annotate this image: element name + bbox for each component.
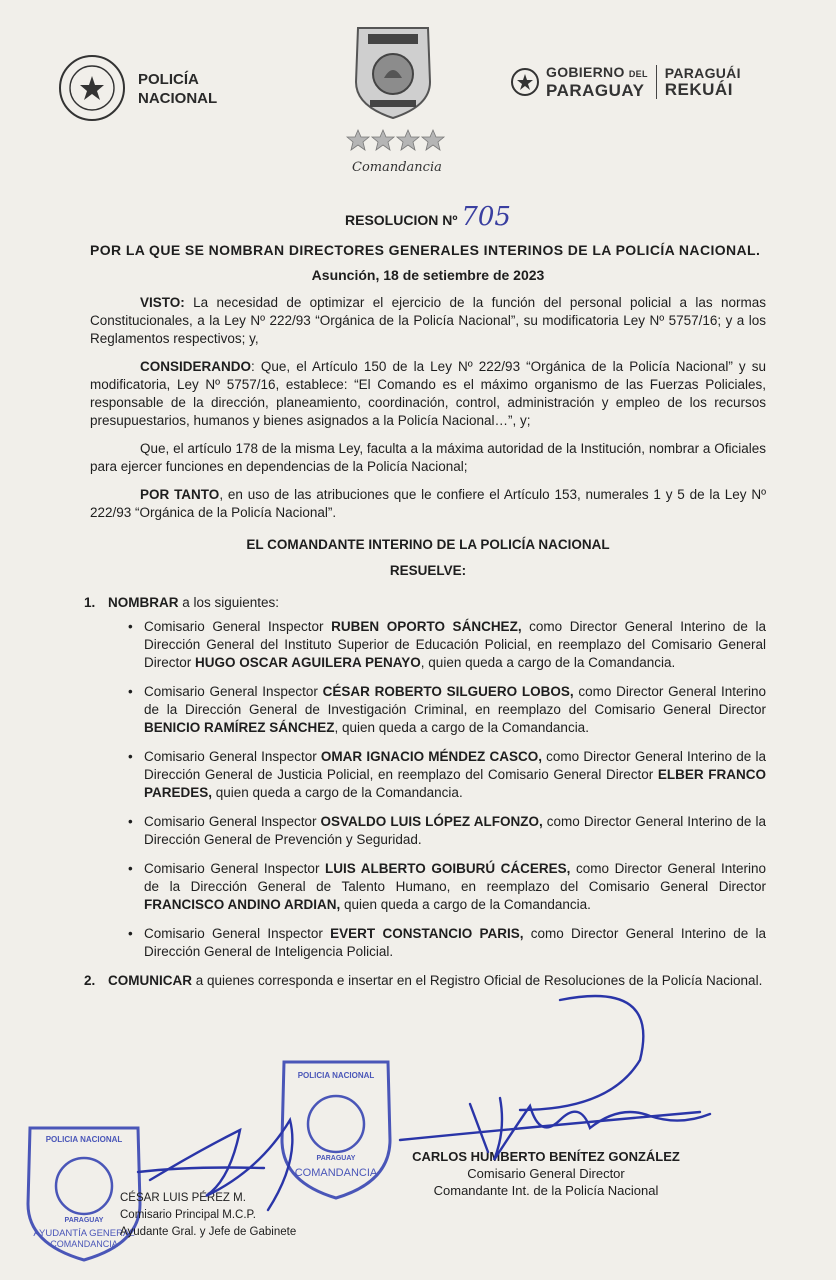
- aide-signature-block: [120, 1190, 306, 1241]
- stamp-text-bottom1: AYUDANTÍA GENERAL: [33, 1228, 135, 1239]
- signer-name: CÉSAR LUIS PÉREZ M.: [120, 1192, 246, 1204]
- appointment-mid: como Director General Interino de la Dirección General del Instituto Superior de Educación Policial, en reemplazo del Comisario General Director: [144, 619, 767, 670]
- org-name-line2: NACIONAL: [138, 90, 218, 107]
- appointment-mid: como Director General Interino de la Dirección General de Prevención y Seguridad.: [144, 814, 766, 847]
- gov-guarani-line1: PARAGUÁI: [664, 65, 741, 81]
- appointment-item: [144, 860, 766, 914]
- resolution-title: POR LA QUE SE NOMBRAN DIRECTORES GENERALES INTERINOS DE LA POLICÍA NACIONAL.: [90, 242, 761, 258]
- portanto-paragraph: [90, 486, 766, 522]
- visto-text: La necesidad de optimizar el ejercicio de la función del personal policial a las normas Constitucionales, a la Ley Nº 222/93 “Orgánica de la Policía Nacional”, su modificatoria Ley Nº 5757/16; y a los Reglamentos respectivos; y,: [90, 295, 766, 346]
- appointment-item: [144, 925, 766, 961]
- gov-guarani-line2: REKUÁI: [664, 80, 733, 99]
- appointment-list: [108, 618, 766, 961]
- appointment-post: , quien queda a cargo de la Comandancia.: [334, 720, 589, 735]
- gov-line1: GOBIERNO: [546, 64, 625, 80]
- article-text: a los siguientes:: [178, 595, 280, 610]
- resolution-label: RESOLUCION Nº: [345, 212, 458, 228]
- resolution-body: [84, 200, 767, 990]
- appointment-name: LUIS ALBERTO GOIBURÚ CÁCERES,: [325, 861, 571, 876]
- stamp-text-top: POLICIA NACIONAL: [45, 1135, 123, 1144]
- appointment-item: [144, 748, 766, 802]
- letterhead: [0, 0, 836, 190]
- considerando-label: CONSIDERANDO: [140, 359, 252, 374]
- signer-title: Ayudante Gral. y Jefe de Gabinete: [120, 1226, 297, 1238]
- appointment-mid: como Director General Interino de la Dirección General de Justicia Policial, en reemplazo del Comisario General Director: [144, 749, 766, 782]
- article-number: 2.: [84, 973, 96, 988]
- resolution-articles: [84, 594, 767, 990]
- visto-label: VISTO:: [140, 295, 185, 310]
- appointment-mid: como Director General Interino de la Dirección General de Talento Humano, en reemplazo del Comisario General Director: [144, 861, 766, 894]
- appointment-post: quien queda a cargo de la Comandancia.: [340, 897, 591, 912]
- appointment-mid: como Director General Interino de la Dirección General de Inteligencia Policial.: [144, 926, 766, 959]
- article-verb: COMUNICAR: [108, 973, 192, 988]
- appointment-name: RUBEN OPORTO SÁNCHEZ,: [331, 619, 522, 634]
- stamp-text-mid: PARAGUAY: [64, 1217, 104, 1224]
- appointment-pre: Comisario General Inspector: [144, 926, 331, 941]
- stamp-text-top: POLICIA NACIONAL: [297, 1071, 375, 1080]
- portanto-text: , en uso de las atribuciones que le confiere el Artículo 153, numerales 1 y 5 de la Ley Nº 222/93 “Orgánica de la Policía Nacional”.: [90, 487, 766, 520]
- resuelve-heading: RESUELVE:: [389, 563, 467, 578]
- appointment-repl: BENICIO RAMÍREZ SÁNCHEZ: [144, 720, 335, 735]
- police-shield-icon: [350, 22, 436, 122]
- appointment-item: [144, 683, 766, 737]
- signer-rank: Comisario General Director: [467, 1166, 625, 1181]
- appointment-pre: Comisario General Inspector: [144, 814, 321, 829]
- appointment-post: , quien queda a cargo de la Comandancia.: [420, 655, 676, 670]
- appointment-name: EVERT CONSTANCIO PARIS,: [330, 926, 524, 941]
- comandancia-subtitle: Comandancia: [352, 160, 442, 175]
- article-number: 1.: [84, 595, 96, 610]
- appointment-name: OSVALDO LUIS LÓPEZ ALFONZO,: [320, 814, 543, 829]
- rank-stars-icon: [346, 128, 446, 152]
- signer-name: CARLOS HUMBERTO BENÍTEZ GONZÁLEZ: [412, 1149, 680, 1164]
- article-text: a quienes corresponda e insertar en el Registro Oficial de Resoluciones de la Policía Nacional.: [192, 973, 763, 988]
- gov-separator: [656, 65, 657, 99]
- article-verb: NOMBRAR: [108, 595, 179, 610]
- commander-signature-block: [396, 1148, 696, 1199]
- signer-title: Comandante Int. de la Policía Nacional: [433, 1183, 659, 1198]
- gov-line1-del: DEL: [628, 69, 648, 79]
- considerando-paragraph: [90, 358, 766, 430]
- resolution-heading: [90, 202, 766, 232]
- national-seal-icon: [58, 54, 126, 122]
- appointment-repl: HUGO OSCAR AGUILERA PENAYO: [195, 655, 421, 670]
- considerando-text: : Que, el Artículo 150 de la Ley Nº 222/93 “Orgánica de la Policía Nacional” y su modificatoria, Ley Nº 5757/16, establece: “El Comando es el máximo organismo de las Fuerzas Policiales, responsable de la dirección, planeamiento, coordinación, control, administración y empleo de los recursos presupuestarios, humanos y bienes asignados a la Policía Nacional…”, y;: [90, 359, 766, 428]
- appointment-item: [144, 813, 766, 849]
- que-paragraph: Que, el artículo 178 de la misma Ley, faculta a la máxima autoridad de la Institución, nombrar a Oficiales para ejercer funciones en dependencias de la Policía Nacional;: [90, 441, 766, 474]
- visto-paragraph: [90, 294, 766, 348]
- signer-rank: Comisario Principal M.C.P.: [120, 1209, 256, 1221]
- portanto-label: POR TANTO: [140, 487, 220, 502]
- resolution-number: 705: [461, 202, 511, 232]
- appointment-name: OMAR IGNACIO MÉNDEZ CASCO,: [320, 749, 542, 764]
- government-seal-icon: [510, 67, 540, 97]
- appointment-pre: Comisario General Inspector: [144, 619, 332, 634]
- article-2: [84, 972, 766, 990]
- resolution-date: Asunción, 18 de setiembre de 2023: [311, 267, 545, 283]
- appointment-pre: Comisario General Inspector: [144, 749, 321, 764]
- appointment-repl: ELBER FRANCO PAREDES,: [144, 767, 767, 800]
- appointment-mid: como Director General Interino de la Dirección General de Investigación Criminal, en reemplazo del Comisario General Director: [144, 684, 766, 717]
- stamp-text-mid: PARAGUAY: [316, 1155, 356, 1162]
- org-name: [138, 70, 217, 108]
- org-name-line1: POLICÍA: [138, 71, 199, 88]
- gov-line2: PARAGUAY: [546, 81, 645, 100]
- stamp-text-bottom2: COMANDANCIA: [50, 1239, 118, 1249]
- appointment-post: quien queda a cargo de la Comandancia.: [212, 785, 463, 800]
- appointment-pre: Comisario General Inspector: [144, 861, 325, 876]
- appointment-item: [144, 618, 766, 672]
- appointment-repl: FRANCISCO ANDINO ARDIAN,: [144, 897, 341, 912]
- authority-heading: EL COMANDANTE INTERINO DE LA POLICÍA NACIONAL: [246, 537, 610, 552]
- comandancia-stamp: [276, 1056, 396, 1202]
- stamp-text-bottom: COMANDANCIA: [294, 1167, 378, 1179]
- article-1: [84, 594, 767, 961]
- government-logo: [510, 64, 741, 100]
- appointment-pre: Comisario General Inspector: [144, 684, 323, 699]
- appointment-name: CÉSAR ROBERTO SILGUERO LOBOS,: [322, 684, 574, 699]
